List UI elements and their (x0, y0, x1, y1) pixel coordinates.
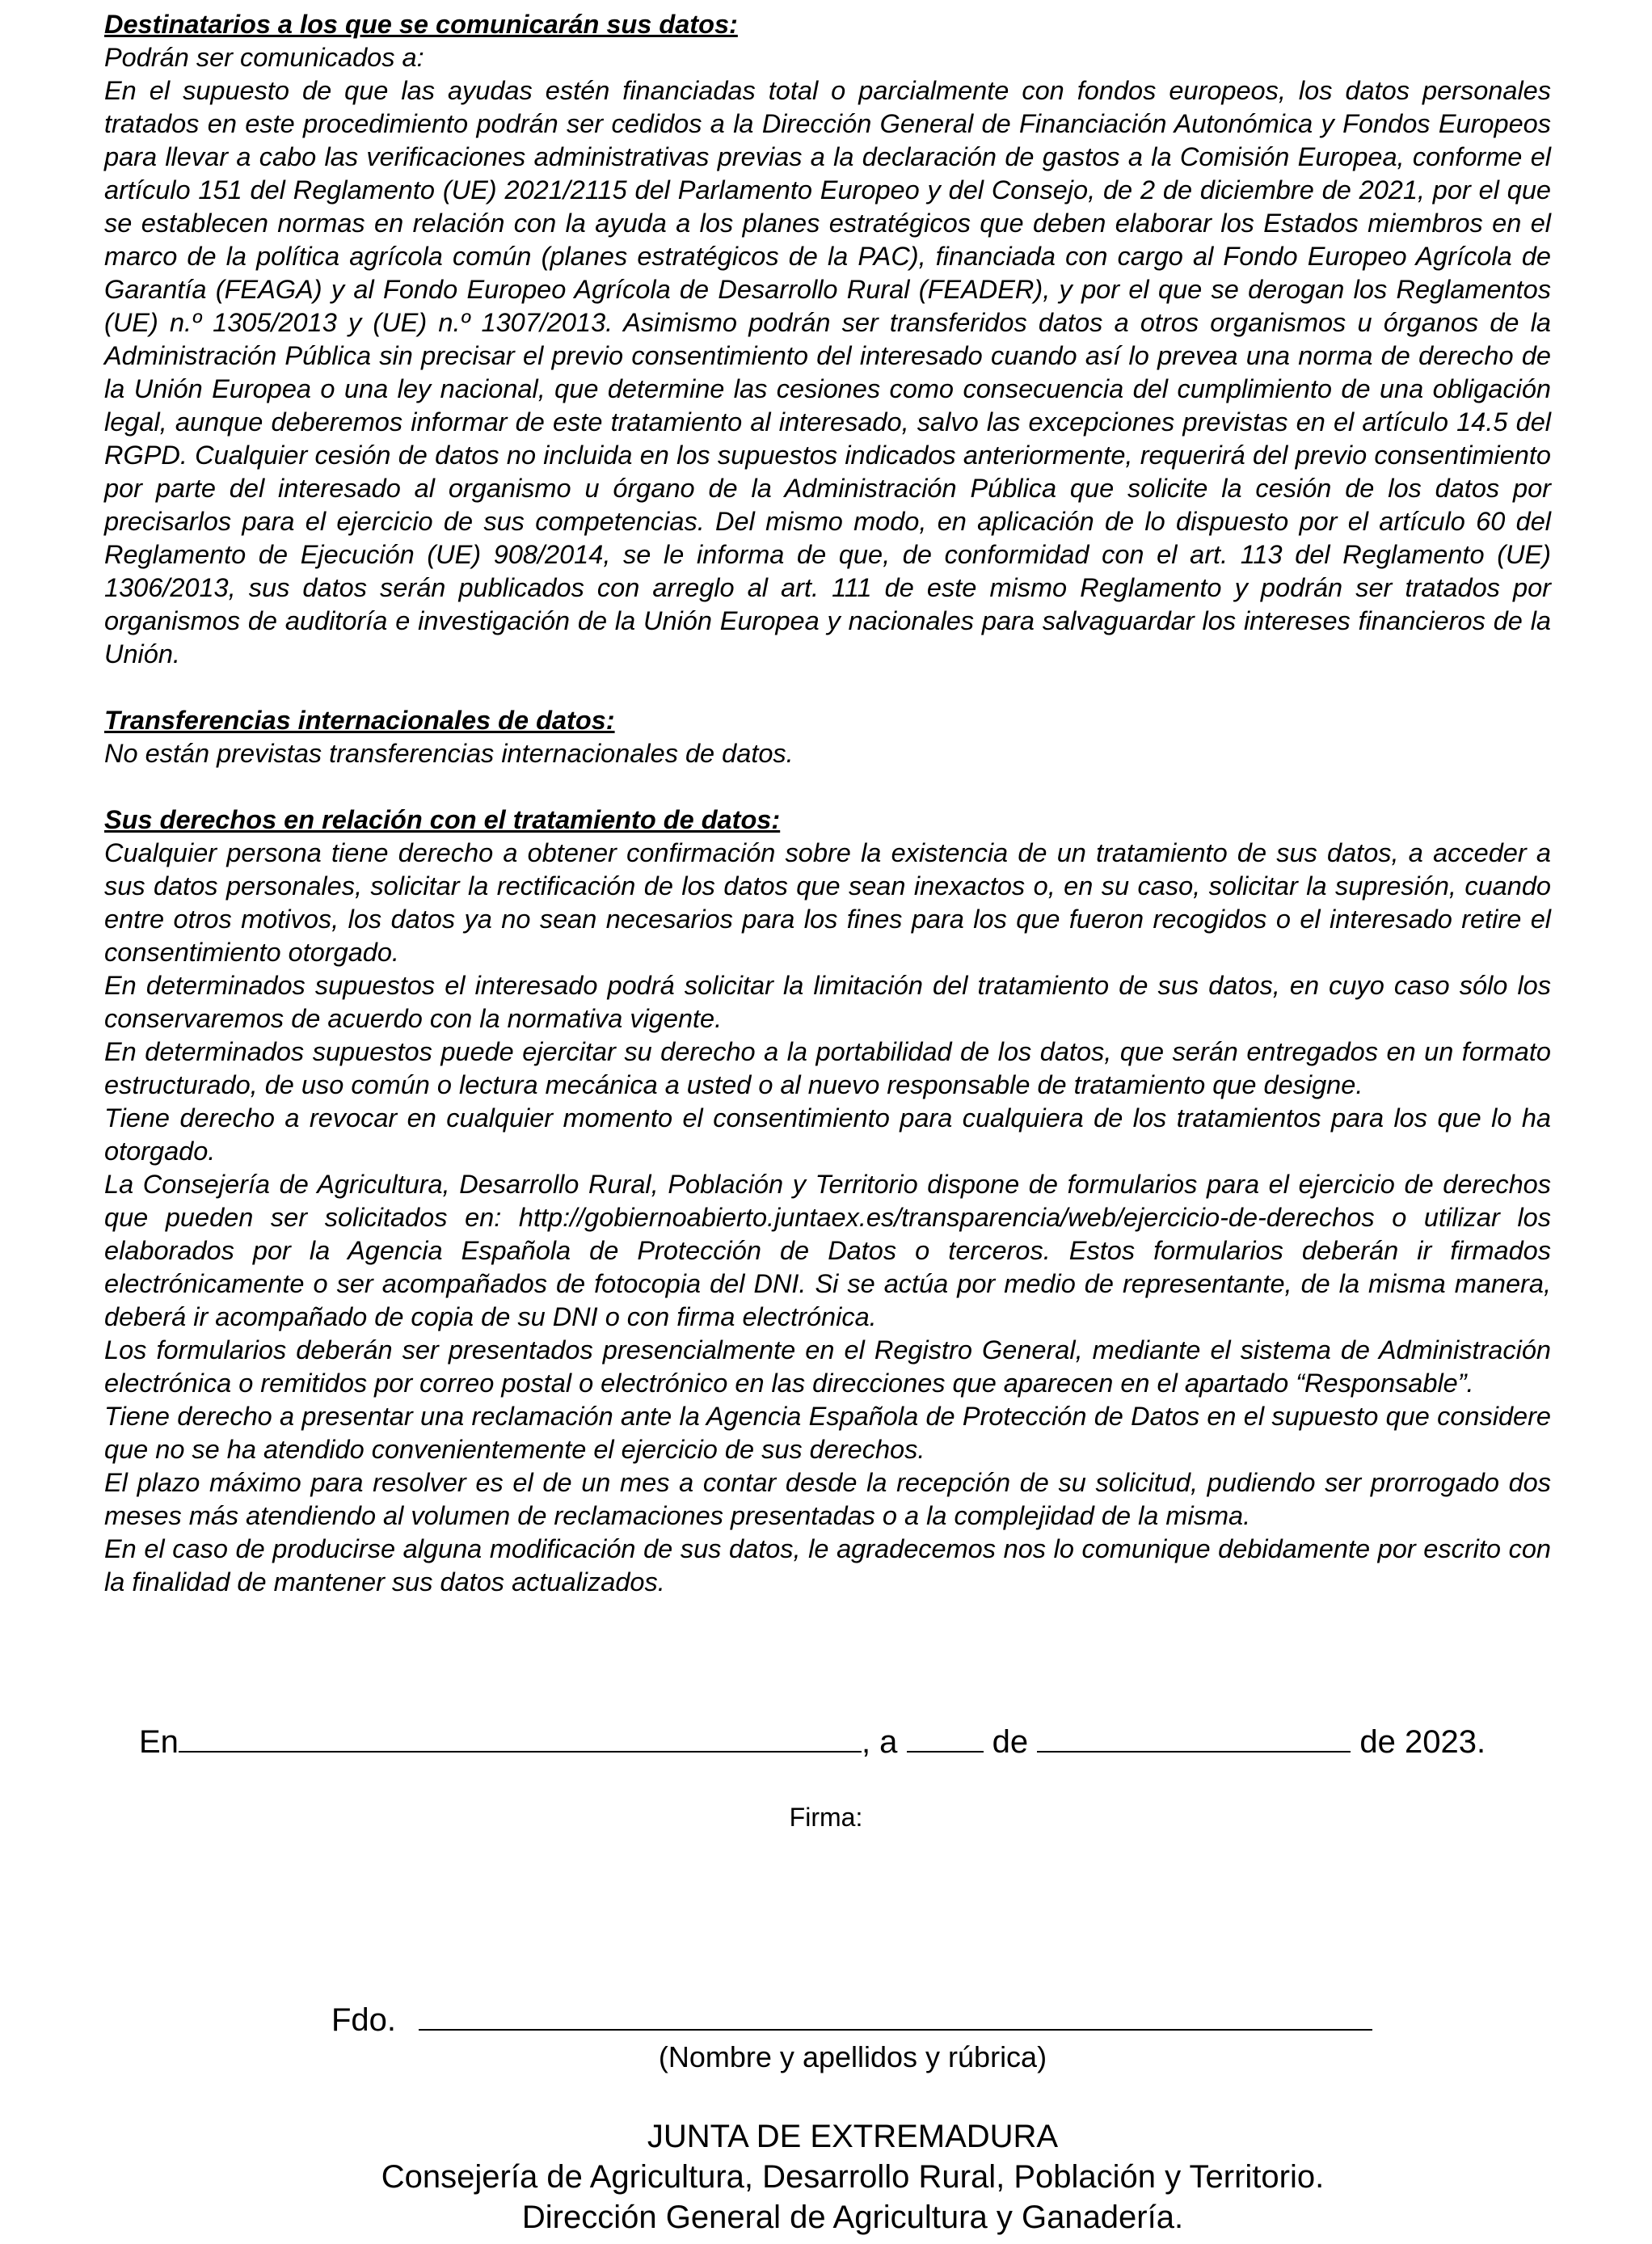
paragraph: Cualquier persona tiene derecho a obtener confirmación sobre la existencia de un tratamiento de sus datos, a acceder a sus datos personales, solicitar la rectificación de los datos que sean inexactos o, en su caso, solicitar la supresión, cuando entre otros motivos, los datos ya no sean necesarios para los fines para los que fueron recogidos o el interesado retire el consentimiento otorgado. (104, 838, 1551, 967)
footer-line-2: Consejería de Agricultura, Desarrollo Rural, Población y Territorio. (381, 2159, 1325, 2195)
paragraph: En determinados supuestos el interesado podrá solicitar la limitación del tratamiento de sus datos, en cuyo caso sólo los conservaremos de acuerdo con la normativa vigente. (104, 971, 1551, 1033)
paragraph: En determinados supuestos puede ejercitar su derecho a la portabilidad de los datos, que serán entregados en un formato estructurado, de uso común o lectura mecánica a usted o al nuevo responsable de tratamiento que designe. (104, 1037, 1551, 1099)
paragraph: Tiene derecho a presentar una reclamación ante la Agencia Española de Protección de Datos en el supuesto que considere que no se ha atendido convenientemente el ejercicio de sus derechos. (104, 1402, 1551, 1464)
paragraph: Los formularios deberán ser presentados presencialmente en el Registro General, mediante el sistema de Administración electrónica o remitidos por correo postal o electrónico en las direcciones que aparecen en el apartado “Responsable”. (104, 1335, 1551, 1398)
paragraph: En el supuesto de que las ayudas estén financiadas total o parcialmente con fondos europeos, los datos personales tratados en este procedimiento podrán ser cedidos a la Dirección General de Financiación Autonómica y Fondos Europeos para llevar a cabo las verificaciones administrativas previas a la declaración de gastos a la Comisión Europea, conforme el artículo 151 del Reglamento (UE) 2021/2115 del Parlamento Europeo y del Consejo, de 2 de diciembre de 2021, por el que se establecen normas en relación con la ayuda a los planes estratégicos que deben elaborar los Estados miembros en el marco de la política agrícola común (planes estratégicos de la PAC), financiada con cargo al Fondo Europeo Agrícola de Garantía (FEAGA) y al Fondo Europeo Agrícola de Desarrollo Rural (FEADER), y por el que se derogan los Reglamentos (UE) n.º 1305/2013 y (UE) n.º 1307/2013. Asimismo podrán ser transferidos datos a otros organismos u órganos de la Administración Pública sin precisar el previo consentimiento del interesado cuando así lo prevea una norma de derecho de la Unión Europea o una ley nacional, que determine las cesiones como consecuencia del cumplimiento de una obligación legal, aunque deberemos informar de este tratamiento al interesado, salvo las excepciones previstas en el artículo 14.5 del RGPD. Cualquier cesión de datos no incluida en los supuestos indicados anteriormente, requerirá del previo consentimiento por parte del interesado al organismo u órgano de la Administración Pública que solicite la cesión de los datos por precisarlos para el ejercicio de sus competencias. Del mismo modo, en aplicación de lo dispuesto por el artículo 60 del Reglamento de Ejecución (UE) 908/2014, se le informa de que, de conformidad con el art. 113 del Reglamento (UE) 1306/2013, sus datos serán publicados con arreglo al art. 111 de este mismo Reglamento y podrán ser tratados por organismos de auditoría e investigación de la Unión Europea y nacionales para salvaguardar los intereses financieros de la Unión. (104, 76, 1551, 669)
footer-line-1: JUNTA DE EXTREMADURA (647, 2119, 1059, 2154)
place-date-line (139, 1720, 1486, 1762)
paragraph: No están previstas transferencias internacionales de datos. (104, 739, 794, 768)
paragraph: La Consejería de Agricultura, Desarrollo Rural, Población y Territorio dispone de formularios para el ejercicio de derechos que pueden ser solicitados en: http://gobiernoabierto.juntaex.es/transparencia/web/ejercicio-de-derechos o utilizar los elaborados por la Agencia Española de Protección de Datos o terceros. Estos formularios deberán ir firmados electrónicamente o ser acompañados de fotocopia del DNI. Si se actúa por medio de representante, de la misma manera, deberá ir acompañado de copia de su DNI o con firma electrónica. (104, 1170, 1551, 1331)
section-heading-derechos: Sus derechos en relación con el tratamiento de datos: (104, 805, 781, 834)
day-blank[interactable] (907, 1720, 984, 1753)
place-blank[interactable] (179, 1720, 862, 1753)
paragraph: Tiene derecho a revocar en cualquier momento el consentimiento para cualquiera de los tratamientos para los que lo ha otorgado. (104, 1103, 1551, 1166)
spacer (104, 770, 1551, 804)
month-blank[interactable] (1037, 1720, 1351, 1753)
paragraph: En el caso de producirse alguna modificación de sus datos, le agradecemos nos lo comunique debidamente por escrito con la finalidad de mantener sus datos actualizados. (104, 1534, 1551, 1597)
paragraph: Podrán ser comunicados a: (104, 43, 424, 72)
fdo-caption: (Nombre y apellidos y rúbrica) (658, 2040, 1047, 2073)
de-label: de (992, 1724, 1029, 1760)
footer-line-3: Dirección General de Agricultura y Ganadería. (521, 2200, 1184, 2235)
signature-blank[interactable] (419, 1997, 1372, 2031)
place-prefix: En (139, 1724, 179, 1760)
comma-a: , a (861, 1724, 898, 1760)
firma-label: Firma: (789, 1803, 863, 1832)
fdo-label: Fdo. (331, 2002, 397, 2038)
paragraph: El plazo máximo para resolver es el de un mes a contar desde la recepción de su solicitud, pudiendo ser prorrogado dos meses más atendiendo al volumen de reclamaciones presentadas o a la complejidad de la misma. (104, 1468, 1551, 1530)
spacer (104, 671, 1551, 704)
section-heading-destinatarios: Destinatarios a los que se comunicarán sus datos: (104, 10, 738, 39)
year-suffix: de 2023. (1359, 1724, 1486, 1760)
section-heading-transferencias: Transferencias internacionales de datos: (104, 706, 615, 735)
fdo-line (331, 1997, 1372, 2040)
document-body (104, 8, 1551, 1599)
